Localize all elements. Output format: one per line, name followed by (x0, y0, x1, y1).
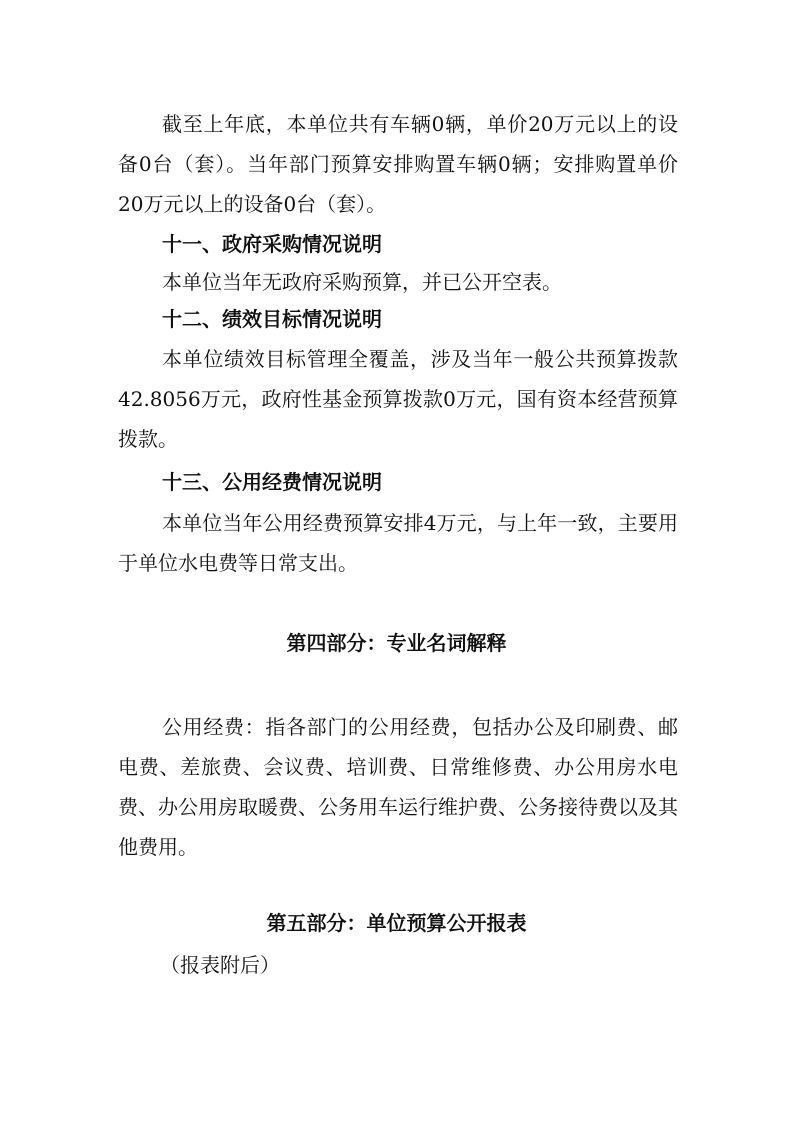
part-5-title: 第五部分：单位预算公开报表 (266, 911, 527, 935)
section-13-heading: 十三、公用经费情况说明 (162, 470, 382, 494)
section-12-heading: 十二、绩效目标情况说明 (162, 307, 382, 331)
definition-paragraph: 公用经费：指各部门的公用经费，包括办公及印刷费、邮电费、差旅费、会议费、培训费、日常维修费、办公用房水电费、办公用房取暖费、公务用车运行维护费、公务接待费以及其他费用。 (118, 715, 678, 859)
procurement-paragraph: 本单位当年无政府采购预算，并已公开空表。 (162, 270, 562, 294)
performance-paragraph: 本单位绩效目标管理全覆盖，涉及当年一般公共预算拨款42.8056万元，政府性基金预算拨款0万元，国有资本经营预算拨款。 (118, 347, 678, 451)
public-funds-paragraph: 本单位当年公用经费预算安排4万元，与上年一致，主要用于单位水电费等日常支出。 (118, 511, 678, 575)
vehicles-paragraph: 截至上年底，本单位共有车辆0辆，单价20万元以上的设备0台（套）。当年部门预算安排购置车辆0辆；安排购置单价20万元以上的设备0台（套）。 (118, 112, 678, 216)
part-4-title: 第四部分：专业名词解释 (286, 631, 507, 655)
section-11-heading: 十一、政府采购情况说明 (162, 232, 382, 256)
attachment-note: （报表附后） (160, 953, 280, 977)
